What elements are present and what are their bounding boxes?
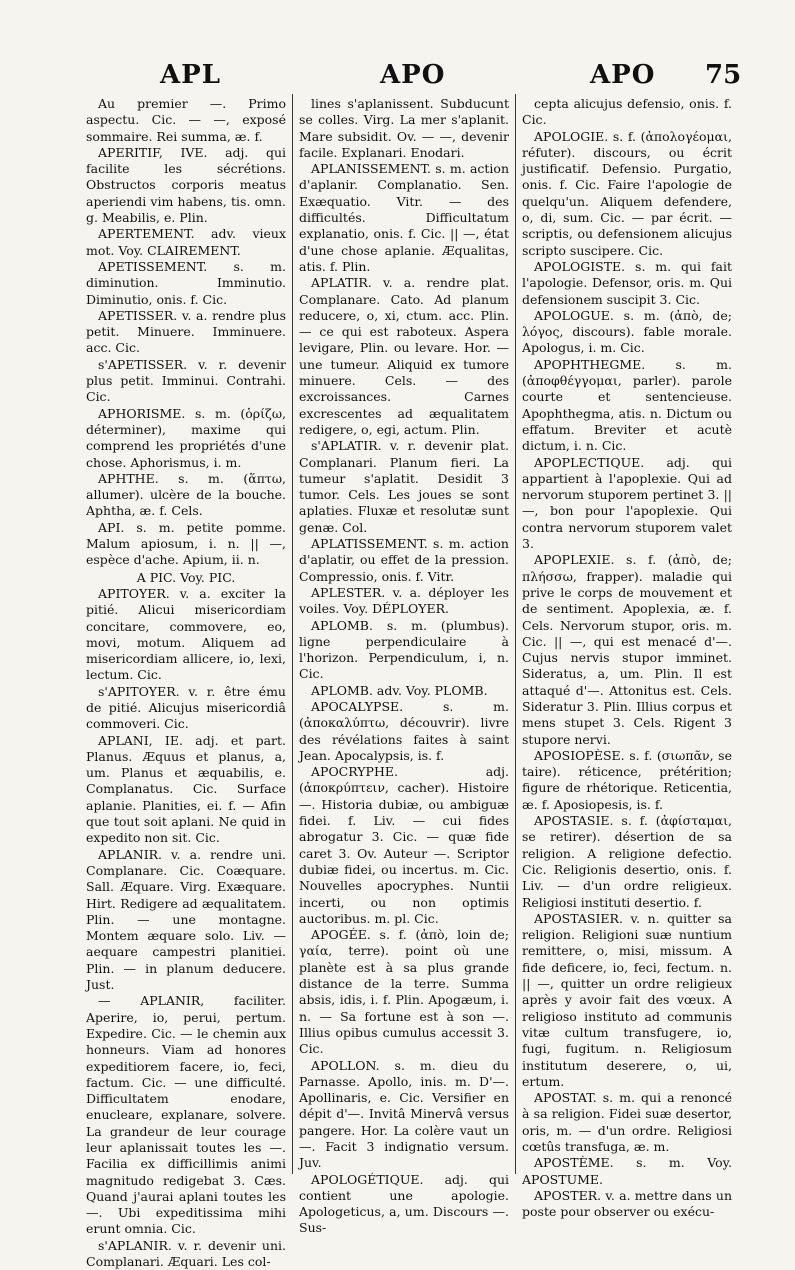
entry: APLATISSEMENT. s. m. action d'aplatir, ou effet de la pression. Compressio, onis. f. Vitr. (299, 536, 509, 584)
entry: APLANISSEMENT. s. m. action d'aplanir. Complanatio. Sen. Exæquatio. Vitr. — des difficultés. Difficultatum explanatio, onis. f. Cic. || —, état d'une chose aplanie. Æqualitas, atis. f. Plin. (299, 161, 509, 274)
left-guide-word: APL (160, 60, 222, 90)
entry: APOPLECTIQUE. adj. qui appartient à l'apoplexie. Qui ad nervorum stuporem pertinet 3. || —, bon pour l'apoplexie. Qui contra nervorum stuporem valet 3. (522, 454, 732, 552)
column-divider (292, 94, 293, 1174)
page-header (0, 60, 795, 94)
entry: APOLOGIE. s. f. (ἀπολογέομαι, réfuter). discours, ou écrit justificatif. Defensio. Purgatio, onis. f. Cic. Faire l'apologie de quelqu'un. Aliquem defendere, o, di, sum. Cic. — par écrit. — scriptis, ou defensionem alicujus scripto suscipere. Cic. (522, 128, 732, 258)
entry: API. s. m. petite pomme. Malum apiosum, i. n. || —, espèce d'ache. Apium, ii. n. (86, 519, 286, 568)
entry: APOSTASIE. s. f. (ἀφίσταμαι, se retirer). désertion de sa religion. A religione defectio. Cic. Religionis desertio, onis. f. Liv. — d'un ordre religieux. Religiosi instituti desertio. f. (522, 813, 732, 910)
entry: APOSIOPÈSE. s. f. (σιωπᾶν, se taire). réticence, prétérition; figure de rhétorique. Reticentia, æ. f. Aposiopesis, is. f. (522, 747, 732, 812)
entry: APOSTASIER. v. n. quitter sa religion. Religioni suæ nuntium remittere, o, misi, missum. A fide deficere, io, feci, fectum. n. || —, quitter un ordre religieux après y avoir fait des vœux. A religioso instituto ad communis vitæ cultum transfugere, io, fugi, fugitum. n. Religiosum institutum deserere, o, ui, ertum. (522, 910, 732, 1089)
entry: APHORISME. s. m. (ὁρίζω, déterminer), maxime qui comprend les propriétés d'une chose. Aphorismus, i. m. (86, 405, 286, 470)
right-guide-word: APO (590, 60, 656, 90)
entry: APERTEMENT. adv. vieux mot. Voy. CLAIREMENT. (86, 226, 286, 258)
entry: APOCALYPSE. s. m. (ἀποκαλύπτω, découvrir). livre des révélations faites à saint Jean. Apocalypsis, is. f. (299, 698, 509, 763)
entry: Au premier —. Primo aspectu. Cic. — —, exposé sommaire. Rei summa, æ. f. (86, 96, 286, 144)
column-left (86, 96, 286, 1270)
entry: APLANI, IE. adj. et part. Planus. Æquus et planus, a, um. Planus et æquabilis, e. Complanatus. Cic. Surface aplanie. Planities, ei. f. — Afin que tout soit aplani. Ne quid in expedito non sit. Cic. (86, 732, 286, 846)
entry: APOLOGUE. s. m. (ἀπὸ, de; λόγος, discours). fable morale. Apologus, i. m. Cic. (522, 307, 732, 356)
entry: APLESTER. v. a. déployer les voiles. Voy. DÉPLOYER. (299, 584, 509, 617)
entry: APOSTAT. s. m. qui a renoncé à sa religion. Fidei suæ desertor, oris, m. — d'un ordre. Religiosi cœtûs transfuga, æ. m. (522, 1090, 732, 1154)
entry: APLOMB. adv. Voy. PLOMB. (311, 682, 488, 698)
entry: APOLLON. s. m. dieu du Parnasse. Apollo, inis. m. D'—. Apollinaris, e. Cic. Versifier en dépit d'—. Invitâ Minervâ versus pangere. Hor. La colère vaut un —. Facit 3 indignatio versum. Juv. (299, 1057, 509, 1171)
entry: APOSTER. v. a. mettre dans un poste pour observer ou exécu- (522, 1187, 732, 1220)
entry: APOGÉE. s. f. (ἀπὸ, loin de; γαία, terre). point où une planète est à sa plus grande distance de la terre. Summa absis, idis, i. f. Plin. Apogæum, i. n. — Sa fortune est à son —. Illius opibus cumulus accessit 3. Cic. (299, 927, 509, 1057)
entry: s'APITOYER. v. r. être ému de pitié. Alicujus misericordiâ commoveri. Cic. (86, 683, 286, 732)
page-number: 75 (705, 60, 742, 90)
entry: APLANIR. v. a. rendre uni. Complanare. Cic. Coæquare. Sall. Æquare. Virg. Exæquare. Hirt. Redigere ad æqualitatem. Plin. — une montagne. Montem æquare solo. Liv. — aequare campestri planitiei. Plin. — in planum deducere. Just. (86, 846, 286, 993)
column-divider (515, 94, 516, 1174)
entry: APHTHE. s. m. (ἅπτω, allumer). ulcère de la bouche. Aphtha, æ. f. Cels. (86, 470, 286, 519)
entry: s'APLANIR. v. r. devenir uni. Complanari. Æquari. Les col- (86, 1237, 286, 1270)
entry: A PIC. Voy. PIC. (136, 569, 236, 585)
entry: lines s'aplanissent. Subducunt se colles. Virg. La mer s'aplanit. Mare subsidit. Ov. — —, devenir facile. Explanari. Enodari. (299, 96, 509, 160)
column-middle (299, 96, 509, 1236)
entry: APETISSER. v. a. rendre plus petit. Minuere. Imminuere. acc. Cic. (86, 307, 286, 356)
entry: APOSTÈME. s. m. Voy. APOSTUME. (522, 1155, 732, 1187)
entry: APLOMB. s. m. (plumbus). ligne perpendiculaire à l'horizon. Perpendiculum, i, n. Cic. (299, 617, 509, 682)
entry: APOPHTHEGME. s. m. (ἀποφθέγγομαι, parler). parole courte et sentencieuse. Apophthegma, atis. n. Dictum ou effatum. Breviter et acutè dictum, i. n. Cic. (522, 356, 732, 454)
column-right (522, 96, 732, 1220)
center-guide-word: APO (380, 60, 446, 90)
entry: APOLOGISTE. s. m. qui fait l'apologie. Defensor, oris. m. Qui defensionem suscipit 3. Cic. (522, 258, 732, 307)
entry: APOCRYPHE. adj. (ἀποκρύπτειν, cacher). Histoire —. Historia dubiæ, ou ambiguæ fidei. f. Liv. — cui fides abrogatur 3. Cic. — quæ fide caret 3. Ov. Auteur —. Scriptor dubiæ fidei, ou incertus. m. Cic. Nouvelles apocryphes. Nuntii incerti, ou non optimis auctoribus. m. pl. Cic. (299, 764, 509, 926)
entry: APLATIR. v. a. rendre plat. Complanare. Cato. Ad planum reducere, o, xi, ctum. acc. Plin. — ce qui est raboteux. Aspera levigare, Plin. ou levare. Hor. — une tumeur. Aliquid ex tumore minuere. Cels. — des excroissances. Carnes excrescentes ad æqualitatem redigere, o, egi, actum. Plin. (299, 275, 509, 437)
entry: s'APETISSER. v. r. devenir plus petit. Imminui. Contrahi. Cic. (86, 356, 286, 405)
entry: cepta alicujus defensio, onis. f. Cic. (522, 96, 732, 128)
entry: APOLOGÉTIQUE. adj. qui contient une apologie. Apologeticus, a, um. Discours —. Sus- (299, 1171, 509, 1236)
entry: s'APLATIR. v. r. devenir plat. Complanari. Planum fieri. La tumeur s'aplatit. Desidit 3 tumor. Cels. Les joues se sont aplaties. Fluxæ et resolutæ sunt genæ. Col. (299, 438, 509, 535)
entry: APITOYER. v. a. exciter la pitié. Alicui misericordiam concitare, commovere, eo, movi, motum. Aliquem ad misericordiam allicere, io, lexi, lectum. Cic. (86, 585, 286, 683)
entry: APOPLEXIE. s. f. (ἀπὸ, de; πλήσσω, frapper). maladie qui prive le corps de mouvement et de sentiment. Apoplexia, æ. f. Cels. Nervorum stupor, oris. m. Cic. || —, qui est menacé d'—. Cujus nervis stupor imminet. Sideratus, a, um. Plin. Il est attaqué d'—. Attonitus est. Cels. Sideratur 3. Plin. Illius corpus et mens stupet 3. Cels. Rigent 3 stupore nervi. (522, 552, 732, 747)
entry: — APLANIR, faciliter. Aperire, io, perui, pertum. Expedire. Cic. — le chemin aux honneurs. Viam ad honores expeditiorem facere, io, feci, factum. Cic. — une difficulté. Difficultatem enodare, enucleare, explanare, solvere. La grandeur de leur courage leur aplanissait toutes les —. Facilia ex difficillimis animi magnitudo redigebat 3. Cæs. Quand j'aurai aplani toutes les —. Ubi expeditissima mihi erunt omnia. Cic. (86, 993, 286, 1237)
entry: APETISSEMENT. s. m. diminution. Imminutio. Diminutio, onis. f. Cic. (86, 258, 286, 307)
entry: APERITIF, IVE. adj. qui facilite les sécrétions. Obstructos corporis meatus aperiendi vim habens, tis. omn. g. Meabilis, e. Plin. (86, 144, 286, 226)
